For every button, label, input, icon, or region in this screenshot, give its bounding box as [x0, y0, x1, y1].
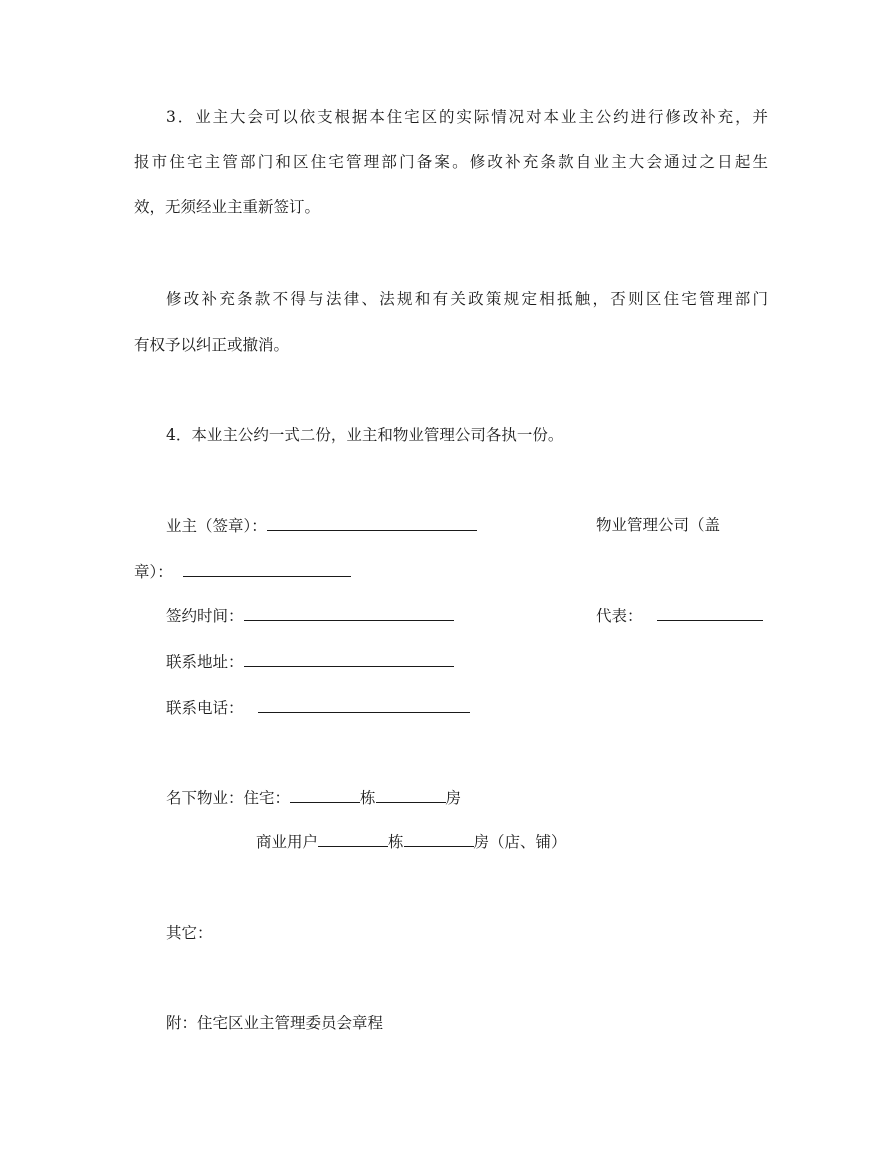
clause-3-line-2: 报市住宅主管部门和区住宅管理部门备案。修改补充条款自业主大会通过之日起生 [134, 153, 768, 171]
address-label: 联系地址： [166, 653, 244, 671]
property-label: 名下物业：住宅： [166, 789, 291, 807]
commercial-room-blank[interactable] [404, 834, 474, 847]
phone-row [166, 700, 470, 717]
phone-blank[interactable] [258, 700, 470, 713]
other-label: 其它： [166, 924, 213, 942]
building-unit: 栋 [360, 789, 376, 807]
room-unit: 房 [445, 789, 462, 807]
company-seal-label-cont: 章）： [134, 563, 173, 581]
owner-signature-label: 业主（签章）： [166, 517, 267, 535]
commercial-building-blank[interactable] [318, 834, 388, 847]
company-seal-row [134, 564, 351, 581]
address-blank[interactable] [244, 654, 454, 667]
owner-signature-blank[interactable] [267, 518, 477, 531]
company-seal-label: 物业管理公司（盖 [596, 516, 721, 534]
residential-building-blank[interactable] [290, 790, 360, 803]
sign-time-row [166, 608, 454, 625]
clause-3-line-3: 效，无须经业主重新签订。 [134, 198, 321, 216]
amendment-line-2: 有权予以纠正或撤消。 [134, 336, 290, 354]
sign-time-blank[interactable] [244, 608, 454, 621]
clause-4: 4．本业主公约一式二份，业主和物业管理公司各执一份。 [166, 426, 564, 444]
property-residential-row [166, 790, 461, 807]
phone-label: 联系电话： [166, 699, 244, 717]
representative-label: 代表： [596, 607, 643, 625]
address-row [166, 654, 454, 671]
company-seal-blank[interactable] [183, 564, 351, 577]
commercial-room-unit: 房（店、铺） [473, 833, 567, 851]
commercial-label: 商业用户 [256, 833, 319, 851]
commercial-building-unit: 栋 [388, 833, 404, 851]
representative-row [596, 608, 763, 625]
appendix-title: 附：住宅区业主管理委员会章程 [166, 1014, 384, 1032]
amendment-line-1: 修改补充条款不得与法律、法规和有关政策规定相抵触，否则区住宅管理部门 [166, 290, 768, 308]
residential-room-blank[interactable] [376, 790, 446, 803]
representative-blank[interactable] [657, 608, 763, 621]
property-commercial-row [256, 834, 567, 851]
clause-3-line-1: 3．业主大会可以依支根据本住宅区的实际情况对本业主公约进行修改补充，并 [166, 108, 768, 126]
sign-time-label: 签约时间： [166, 607, 244, 625]
owner-signature-row [166, 518, 477, 535]
